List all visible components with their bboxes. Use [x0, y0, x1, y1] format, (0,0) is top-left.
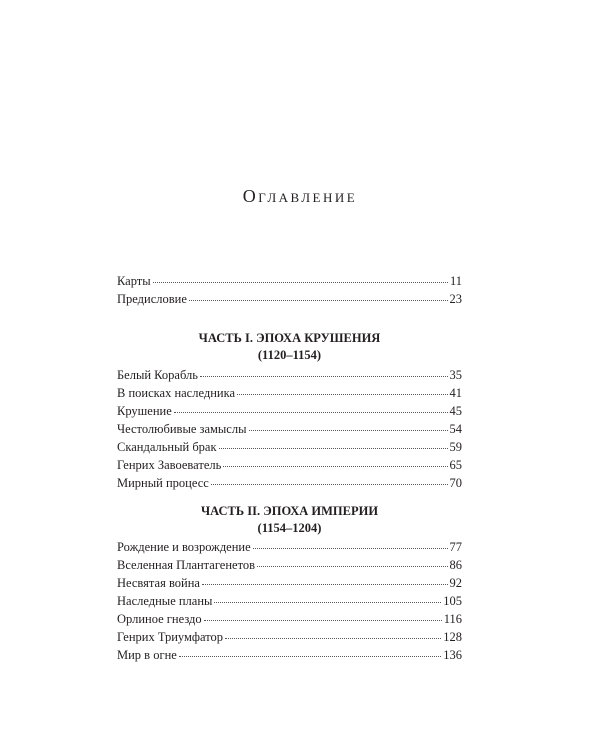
leader-dots [189, 291, 448, 301]
toc-part-list [117, 366, 462, 492]
toc-entry-page: 92 [449, 576, 462, 590]
leader-dots [257, 557, 447, 567]
toc-entry-page: 136 [443, 648, 462, 662]
toc-entry-page: 65 [449, 458, 462, 472]
toc-entry-title: Белый Корабль [117, 368, 198, 382]
leader-dots [179, 647, 441, 657]
part-heading [117, 503, 462, 537]
toc-entry-page: 77 [449, 540, 462, 554]
toc-entry-page: 35 [449, 368, 462, 382]
toc-entry-title: Орлиное гнездо [117, 612, 202, 626]
toc-entry-title: Генрих Триумфатор [117, 630, 224, 644]
toc-title: Оглавление [242, 186, 358, 206]
leader-dots [223, 457, 447, 467]
toc-entry-title: Мирный процесс [117, 476, 209, 490]
toc-entry [117, 646, 462, 664]
toc-entry-page: 86 [449, 558, 462, 572]
leader-dots [174, 403, 448, 413]
leader-dots [253, 539, 448, 549]
toc-entry [117, 474, 462, 492]
leader-dots [202, 575, 448, 585]
toc-entry-page: 128 [443, 630, 462, 644]
toc-entry-page: 116 [443, 612, 462, 626]
part-years: (1120–1154) [257, 348, 322, 362]
toc-entry-title: Наследные планы [117, 594, 213, 608]
toc-entry [117, 610, 462, 628]
toc-entry-page: 41 [449, 386, 462, 400]
toc-entry [117, 384, 462, 402]
toc-entry [117, 556, 462, 574]
toc-entry-title: Карты [117, 274, 151, 288]
part-title: ЧАСТЬ II. ЭПОХА ИМПЕРИИ [200, 504, 379, 518]
toc-entry [117, 366, 462, 384]
toc-entry [117, 592, 462, 610]
leader-dots [204, 611, 442, 621]
part-heading [117, 330, 462, 364]
leader-dots [200, 367, 448, 377]
toc-entry [117, 420, 462, 438]
toc-entry-page: 105 [443, 594, 462, 608]
toc-entry-page: 23 [449, 292, 462, 306]
leader-dots [211, 475, 448, 485]
toc-entry [117, 290, 462, 308]
toc-entry [117, 456, 462, 474]
toc-entry-title: Скандальный брак [117, 440, 217, 454]
leader-dots [225, 629, 441, 639]
toc-entry-page: 54 [449, 422, 462, 436]
toc-entry-page: 59 [449, 440, 462, 454]
toc-entry-title: В поисках наследника [117, 386, 236, 400]
toc-entry-page: 45 [449, 404, 462, 418]
toc-entry [117, 402, 462, 420]
toc-entry-page: 11 [449, 274, 462, 288]
toc-front-list [117, 272, 462, 308]
leader-dots [249, 421, 448, 431]
toc-entry-page: 70 [449, 476, 462, 490]
toc-entry-title: Честолюбивые замыслы [117, 422, 247, 436]
leader-dots [219, 439, 448, 449]
toc-entry-title: Рождение и возрождение [117, 540, 251, 554]
part-years: (1154–1204) [257, 521, 322, 535]
toc-entry [117, 628, 462, 646]
toc-entry [117, 438, 462, 456]
toc-entry-title: Предисловие [117, 292, 187, 306]
toc-entry-title: Генрих Завоеватель [117, 458, 222, 472]
toc-entry [117, 538, 462, 556]
toc-entry [117, 574, 462, 592]
toc-entry-title: Крушение [117, 404, 172, 418]
leader-dots [214, 593, 441, 603]
part-title: ЧАСТЬ I. ЭПОХА КРУШЕНИЯ [198, 331, 381, 345]
toc-entry-title: Несвятая война [117, 576, 200, 590]
toc-entry-title: Вселенная Плантагенетов [117, 558, 256, 572]
leader-dots [153, 273, 448, 283]
toc-entry [117, 272, 462, 290]
toc-entry-title: Мир в огне [117, 648, 177, 662]
leader-dots [237, 385, 447, 395]
toc-part-list [117, 538, 462, 664]
